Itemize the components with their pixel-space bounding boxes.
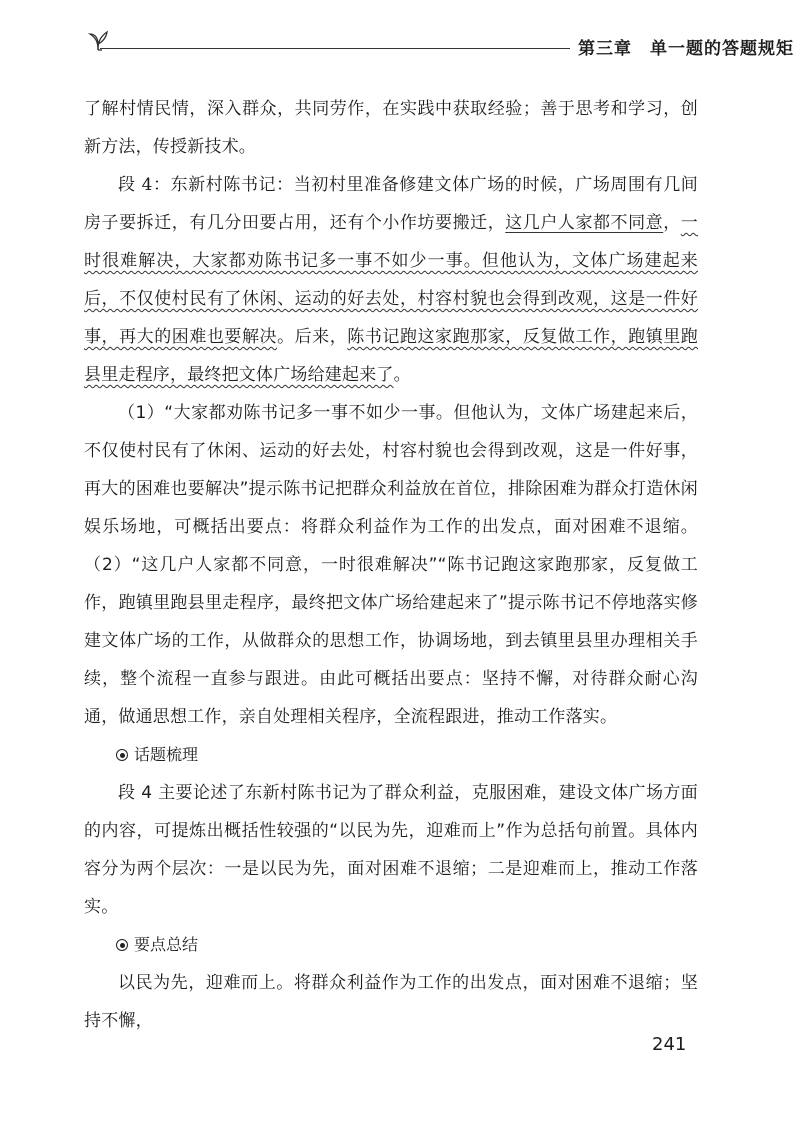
bullet-icon xyxy=(116,939,128,951)
case-text: 段 4：东新村陈书记：当初村里准备修建文体广场的时候，广场周围有几间房子要拆迁，有几分田要占用，还有个小作坊要搬迁， xyxy=(84,175,698,233)
paragraph-topic-summary: 段 4 主要论述了东新村陈书记为了群众利益，克服困难，建设文体广场方面的内容，可提炼出概括性较强的“以民为先，迎难而上”作为总括句前置。具体内容分为两个层次：一是以民为先，面对困难不退缩；二是迎难而上，推动工作落实。 xyxy=(84,783,698,917)
paragraph-case-4 xyxy=(84,166,698,394)
paragraph-intro-tail: 了解村情民情，深入群众，共同劳作，在实践中获取经验；善于思考和学习，创新方法，传授新技术。 xyxy=(84,99,698,157)
bullet-icon xyxy=(116,749,128,761)
subheading-topic xyxy=(84,736,698,774)
subheading-points xyxy=(84,926,698,964)
page-body xyxy=(84,90,698,1040)
paragraph-analysis: （1）“大家都劝陈书记多一事不如少一事。但他认为，文体广场建起来后，不仅使村民有了休闲、运动的好去处，村容村貌也会得到改观，这是一件好事，再大的困难也要解决”提示陈书记把群众利益放在首位，排除困难为群众打造休闲娱乐场地，可概括出要点：将群众利益作为工作的出发点，面对困难不退缩。（2）“这几户人家都不同意，一时很难解决”“陈书记跑这家跑那家，反复做工作，跑镇里跑县里走程序，最终把文体广场给建起来了”提示陈书记不停地落实修建文体广场的工作，从做群众的思想工作，协调场地，到去镇里县里办理相关手续，整个流程一直参与跟进。由此可概括出要点：坚持不懈，对待群众耐心沟通，做通思想工作，亲自处理相关程序，全流程跟进，推动工作落实。 xyxy=(84,403,698,727)
running-header xyxy=(84,28,794,59)
header-rule xyxy=(100,48,570,49)
case-text: ， xyxy=(663,213,681,233)
subheading-label: 要点总结 xyxy=(134,935,199,954)
case-text: 。 xyxy=(393,365,411,385)
wavy-underlined-phrase: 一时很难解决 xyxy=(84,213,698,271)
page-number: 241 xyxy=(652,1034,687,1055)
chapter-title: 第三章 单一题的答题规矩 xyxy=(578,39,794,59)
wavy-underlined-phrase: 陈书记跑这家跑那家，反复做工作，跑镇里跑县里走程序，最终把文体广场给建起来了 xyxy=(84,327,698,385)
paragraph-points-summary: 以民为先，迎难而上。将群众利益作为工作的出发点，面对困难不退缩；坚持不懈， xyxy=(84,973,698,1031)
subheading-label: 话题梳理 xyxy=(134,745,199,764)
case-text: 。后来， xyxy=(277,327,348,347)
underlined-phrase: 这几户人家都不同意 xyxy=(505,213,664,233)
wavy-underlined-phrase: ，大家都劝陈书记多一事不如少一事。但他认为，文体广场建起来后，不仅使村民有了休闲、运动的好去处，村容村貌也会得到改观，这是一件好事，再大的困难也要解决 xyxy=(84,251,699,347)
